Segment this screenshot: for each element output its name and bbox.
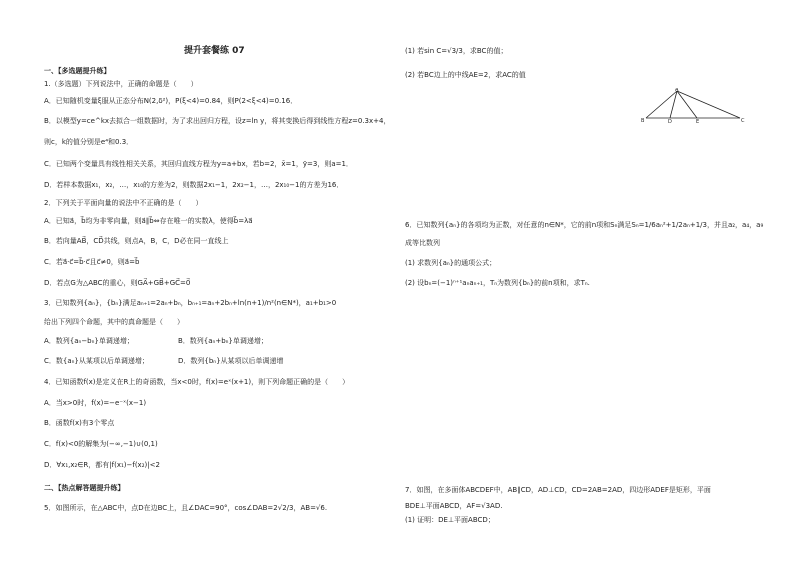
question-3-option-c: C．数{aₙ}从某项以后单调递增； [44, 357, 149, 365]
segment-ac [677, 91, 740, 118]
question-6-part-1: (1) 求数列{aₙ}的通项公式； [405, 259, 497, 267]
question-3-option-b: B．数列{aₙ+bₙ}单调递增； [178, 337, 268, 345]
segment-ab [646, 91, 677, 118]
question-7-part-1: (1) 证明：DE⊥平面ABCD； [405, 516, 495, 524]
label-a: A [675, 88, 679, 93]
question-3-option-a: A．数列{aₙ−bₙ}单调递增； [44, 337, 134, 345]
triangle-figure [640, 88, 750, 124]
question-2-option-c: C．若a⃗·c⃗=b⃗·c⃗且c⃗≠0，则a⃗=b⃗ [44, 258, 140, 266]
question-1: 1.（多选题）下列说法中，正确的命题是（ ） [44, 80, 198, 88]
segment-ad [670, 91, 677, 118]
label-e: E [696, 119, 700, 124]
question-6-cont: 成等比数列 [405, 239, 440, 247]
question-4-option-b: B．函数f(x)有3个零点 [44, 419, 115, 427]
question-4-option-a: A．当x>0时，f(x)=−e⁻ˣ(x−1) [44, 399, 147, 407]
question-2: 2．下列关于平面向量的说法中不正确的是（ ） [44, 199, 203, 207]
question-3-prompt: 给出下列四个命题，其中的真命题是（ ） [44, 318, 184, 326]
label-b: B [641, 118, 645, 124]
question-6-part-2: (2) 设bₙ=(−1)ⁿ⁺¹aₙaₙ₊₁，Tₙ为数列{bₙ}的前n项和，求Tₙ. [405, 279, 590, 287]
question-1-option-b-cont: 则c，k的值分别是e⁴和0.3． [44, 138, 134, 146]
question-3-option-d: D．数列{bₙ}从某项以后单调递增 [178, 357, 284, 365]
question-1-option-c: C．已知两个变量具有线性相关关系，其回归直线方程为y=a+bx，若b=2，x̄=1，ȳ=3，则a=1． [44, 160, 353, 168]
question-3: 3．已知数列{aₙ}，{bₙ}满足aₙ₊₁=2aₙ+bₙ，bₙ₊₁=aₙ+2bₙ+ln(n+1)/n²(n∈N*)，a₁+b₁>0 [44, 299, 337, 307]
question-4: 4．已知函数f(x)是定义在R上的奇函数，当x<0时，f(x)=eˣ(x+1)，则下列命题正确的是（ ） [44, 378, 350, 386]
question-5-part-2: (2) 若BC边上的中线AE=2，求AC的值 [405, 71, 526, 79]
question-6: 6．已知数列{aₙ}的各项均为正数，对任意的n∈N*，它的前n项和Sₙ满足Sₙ=1/6aₙ²+1/2aₙ+1/3，并且a₂，a₄，a₉ [405, 221, 764, 229]
question-7: 7．如图，在多面体ABCDEF中，AB∥CD，AD⊥CD，CD=2AB=2AD，四边形ADEF是矩形，平面 [405, 486, 711, 494]
question-2-option-a: A．已知a⃗，b⃗均为非零向量，则a⃗∥b⃗⇔存在唯一的实数λ，使得b⃗=λa⃗ [44, 217, 253, 225]
label-c: C [741, 118, 745, 124]
question-5: 5．如图所示，在△ABC中，点D在边BC上，且∠DAC=90°，cos∠DAB=2√2/3，AB=√6. [44, 504, 328, 512]
question-2-option-d: D．若点G为△ABC的重心，则GA⃗+GB⃗+GC⃗=0⃗ [44, 279, 191, 287]
question-4-option-d: D．∀x₁,x₂∈R，都有|f(x₁)−f(x₂)|<2 [44, 461, 160, 469]
section-solutions: 二、【热点解答题提升练】 [44, 484, 125, 492]
label-d: D [668, 119, 672, 124]
question-1-option-a: A．已知随机变量ξ服从正态分布N(2,δ²)，P(ξ<4)=0.84，则P(2<ξ<4)=0.16． [44, 97, 298, 105]
question-2-option-b: B．若向量AB⃗，CD⃗共线，则点A，B，C，D必在同一直线上 [44, 237, 229, 245]
question-4-option-c: C．f(x)<0的解集为(−∞,−1)∪(0,1) [44, 440, 158, 448]
question-5-part-1: (1) 若sin C=√3/3，求BC的值； [405, 47, 508, 55]
section-multiple-choice: 一、【多选题提升练】 [44, 67, 111, 75]
question-7-cont: BDE⊥平面ABCD，AF=√3AD. [405, 502, 503, 510]
page-title: 提升套餐练 07 [184, 46, 245, 56]
question-1-option-d: D．若样本数据x₁，x₂，…，x₁₀的方差为2，则数据2x₁−1，2x₂−1，…，2x₁₀−1的方差为16． [44, 181, 344, 189]
question-1-option-b: B．以模型y=ce^kx去拟合一组数据时，为了求出回归方程，设z=ln y，将其变换后得到线性方程z=0.3x+4， [44, 117, 391, 125]
